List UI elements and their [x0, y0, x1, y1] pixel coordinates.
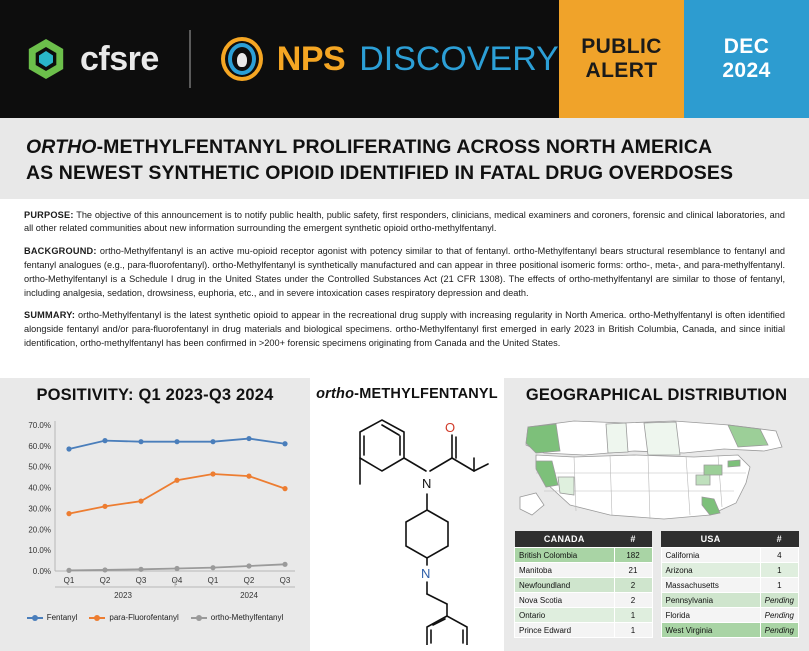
geo-title: GEOGRAPHICAL DISTRIBUTION: [525, 386, 788, 404]
svg-text:40.0%: 40.0%: [28, 483, 51, 493]
legend-label-2: ortho-Methylfentanyl: [210, 613, 284, 622]
background-text: ortho-Methylfentanyl is an active mu-opioid receptor agonist with potency similar to that of fentanyl. ortho-Methylfentanyl bears structural resemblance to fentanyl and fentanyl analogues (e.g., para-fluorofentanyl). ortho-Methylfentanyl is synthetically manufactured and can appear in three positional isomeric forms: ortho-, meta-, and para-methylfentanyl. ortho-Methylfentanyl is a Schedule I drug in the United States under the Controlled Substances Act (21 CFR 1308). The effects of ortho-methylfentanyl are similar to those of fentanyl, including analgesia, sedation, drowsiness, euphoria, etc., and in severe intoxication cases respiratory depression and death.: [24, 246, 785, 298]
svg-text:N: N: [421, 566, 431, 581]
svg-text:Q4: Q4: [171, 576, 183, 585]
usa-header-region: USA: [661, 531, 760, 548]
table-row: [661, 608, 799, 623]
page-header: [0, 0, 809, 118]
nps-wordmark: NPS: [276, 39, 346, 78]
structure-title: [310, 378, 504, 406]
geographical-distribution-panel: [504, 378, 809, 651]
nps-swirl-icon: [221, 37, 263, 81]
purpose-label: PURPOSE:: [24, 209, 74, 220]
title-line1-italic: ORTHO: [26, 136, 97, 158]
cfsre-hexagon-icon: [26, 39, 66, 79]
chart-legend: [0, 613, 310, 622]
svg-text:60.0%: 60.0%: [28, 441, 51, 451]
body-text: [0, 199, 809, 368]
geo-tables: [504, 529, 809, 638]
title-line2: AS NEWEST SYNTHETIC OPIOID IDENTIFIED IN FATAL DRUG OVERDOSES: [26, 162, 734, 185]
ortho-methylfentanyl-structure-icon: [314, 410, 500, 645]
summary-text: ortho-Methylfentanyl is the latest synthetic opioid to appear in the recreational drug supply with increasing regularity in North America. ortho-Methylfentanyl is often identified alongside fentanyl and/or para-fluorofentanyl in drug materials and biological specimens. ortho-Methylfentanyl first emerged in early 2023 in British Columbia, Canada, and since initial identification, ortho-methylfentanyl has been confirmed in >200+ forensic specimens originating from Canada and the United States.: [24, 310, 785, 348]
canada-count: 1: [614, 608, 652, 623]
discovery-wordmark: DISCOVERY: [359, 39, 559, 78]
usa-table: [661, 531, 800, 638]
canada-count: 1: [614, 623, 652, 638]
title-line1-rest: -METHYLFENTANYL PROLIFERATING ACROSS NORTH AMERICA: [96, 136, 713, 158]
chemical-structure-panel: [310, 378, 504, 651]
table-row: [661, 563, 799, 578]
logo-divider: [189, 30, 191, 88]
legend-item-ortho-methylfentanyl: [191, 613, 283, 622]
svg-text:70.0%: 70.0%: [28, 421, 51, 430]
canada-region: Newfoundland: [515, 578, 615, 593]
legend-label-1: para-Fluorofentanyl: [109, 613, 179, 622]
map-svg: [514, 411, 799, 529]
usa-region: Florida: [661, 608, 760, 623]
svg-text:50.0%: 50.0%: [28, 462, 51, 472]
usa-region: California: [661, 548, 760, 563]
chart-svg: [9, 411, 301, 611]
line-chart: [9, 411, 301, 611]
table-row: [515, 608, 653, 623]
svg-text:2024: 2024: [240, 591, 258, 600]
structure-title-rest: -METHYLFENTANYL: [354, 386, 498, 402]
table-row: [661, 623, 799, 638]
svg-text:10.0%: 10.0%: [28, 546, 51, 556]
usa-count: 4: [760, 548, 798, 563]
summary-paragraph: [24, 309, 785, 350]
usa-count: 1: [760, 578, 798, 593]
canada-count: 2: [614, 593, 652, 608]
date-month: DEC: [723, 34, 770, 58]
usa-count: Pending: [760, 593, 798, 608]
canada-region: Prince Edward: [515, 623, 615, 638]
purpose-text: The objective of this announcement is to notify public health, public safety, first responders, clinicians, medical examiners and coroners, forensic and clinical laboratories, and all other related communities about new information surrounding the emergent synthetic opioid ortho-methylfentanyl.: [24, 209, 785, 234]
page-title: [26, 134, 783, 187]
table-row: [515, 578, 653, 593]
canada-count: 21: [614, 563, 652, 578]
canada-header-count: #: [614, 531, 652, 548]
svg-text:N: N: [422, 476, 432, 491]
summary-label: SUMMARY:: [24, 310, 76, 321]
usa-count: 1: [760, 563, 798, 578]
table-row: [661, 548, 799, 563]
alert-line-2: ALERT: [585, 59, 658, 82]
usa-count: Pending: [760, 623, 798, 638]
alert-line-1: PUBLIC: [581, 34, 662, 58]
title-band: [0, 118, 809, 199]
svg-text:Q3: Q3: [279, 576, 291, 585]
svg-text:Q3: Q3: [135, 576, 147, 585]
table-row: [515, 593, 653, 608]
canada-region: Nova Scotia: [515, 593, 615, 608]
usa-region: Pennsylvania: [661, 593, 760, 608]
background-label: BACKGROUND:: [24, 246, 97, 257]
structure-title-italic: ortho: [316, 386, 355, 402]
legend-item-para-fluorofentanyl: [89, 613, 178, 622]
canada-region: British Colombia: [515, 548, 615, 563]
logo-group: [0, 0, 559, 118]
usa-region: Massachusetts: [661, 578, 760, 593]
svg-text:O: O: [445, 420, 456, 435]
bottom-panels: [0, 378, 809, 651]
svg-text:Q1: Q1: [63, 576, 75, 585]
svg-text:Q2: Q2: [99, 576, 111, 585]
cfsre-wordmark: cfsre: [80, 39, 159, 78]
usa-header-count: #: [760, 531, 798, 548]
svg-text:0.0%: 0.0%: [32, 567, 51, 576]
purpose-paragraph: [24, 209, 785, 237]
svg-text:20.0%: 20.0%: [28, 525, 51, 535]
canada-region: Manitoba: [515, 563, 615, 578]
canada-table: [514, 531, 653, 638]
svg-text:2023: 2023: [114, 591, 132, 600]
usa-count: Pending: [760, 608, 798, 623]
svg-text:30.0%: 30.0%: [28, 504, 51, 514]
table-row: [661, 593, 799, 608]
canada-region: Ontario: [515, 608, 615, 623]
legend-item-fentanyl: [27, 613, 78, 622]
chart-title: POSITIVITY: Q1 2023-Q3 2024: [36, 386, 274, 404]
date-year: 2024: [722, 59, 771, 82]
table-row: [515, 548, 653, 563]
table-row: [515, 623, 653, 638]
positivity-chart-panel: [0, 378, 310, 651]
public-alert-badge: [559, 0, 684, 118]
svg-text:Q2: Q2: [243, 576, 255, 585]
north-america-map: [514, 411, 799, 529]
usa-region: Arizona: [661, 563, 760, 578]
legend-label-0: Fentanyl: [46, 613, 78, 622]
table-row: [515, 563, 653, 578]
date-badge: [684, 0, 809, 118]
background-paragraph: [24, 245, 785, 300]
table-row: [661, 578, 799, 593]
canada-count: 182: [614, 548, 652, 563]
canada-header-region: CANADA: [515, 531, 615, 548]
canada-count: 2: [614, 578, 652, 593]
usa-region: West Virginia: [661, 623, 760, 638]
svg-text:Q1: Q1: [207, 576, 219, 585]
